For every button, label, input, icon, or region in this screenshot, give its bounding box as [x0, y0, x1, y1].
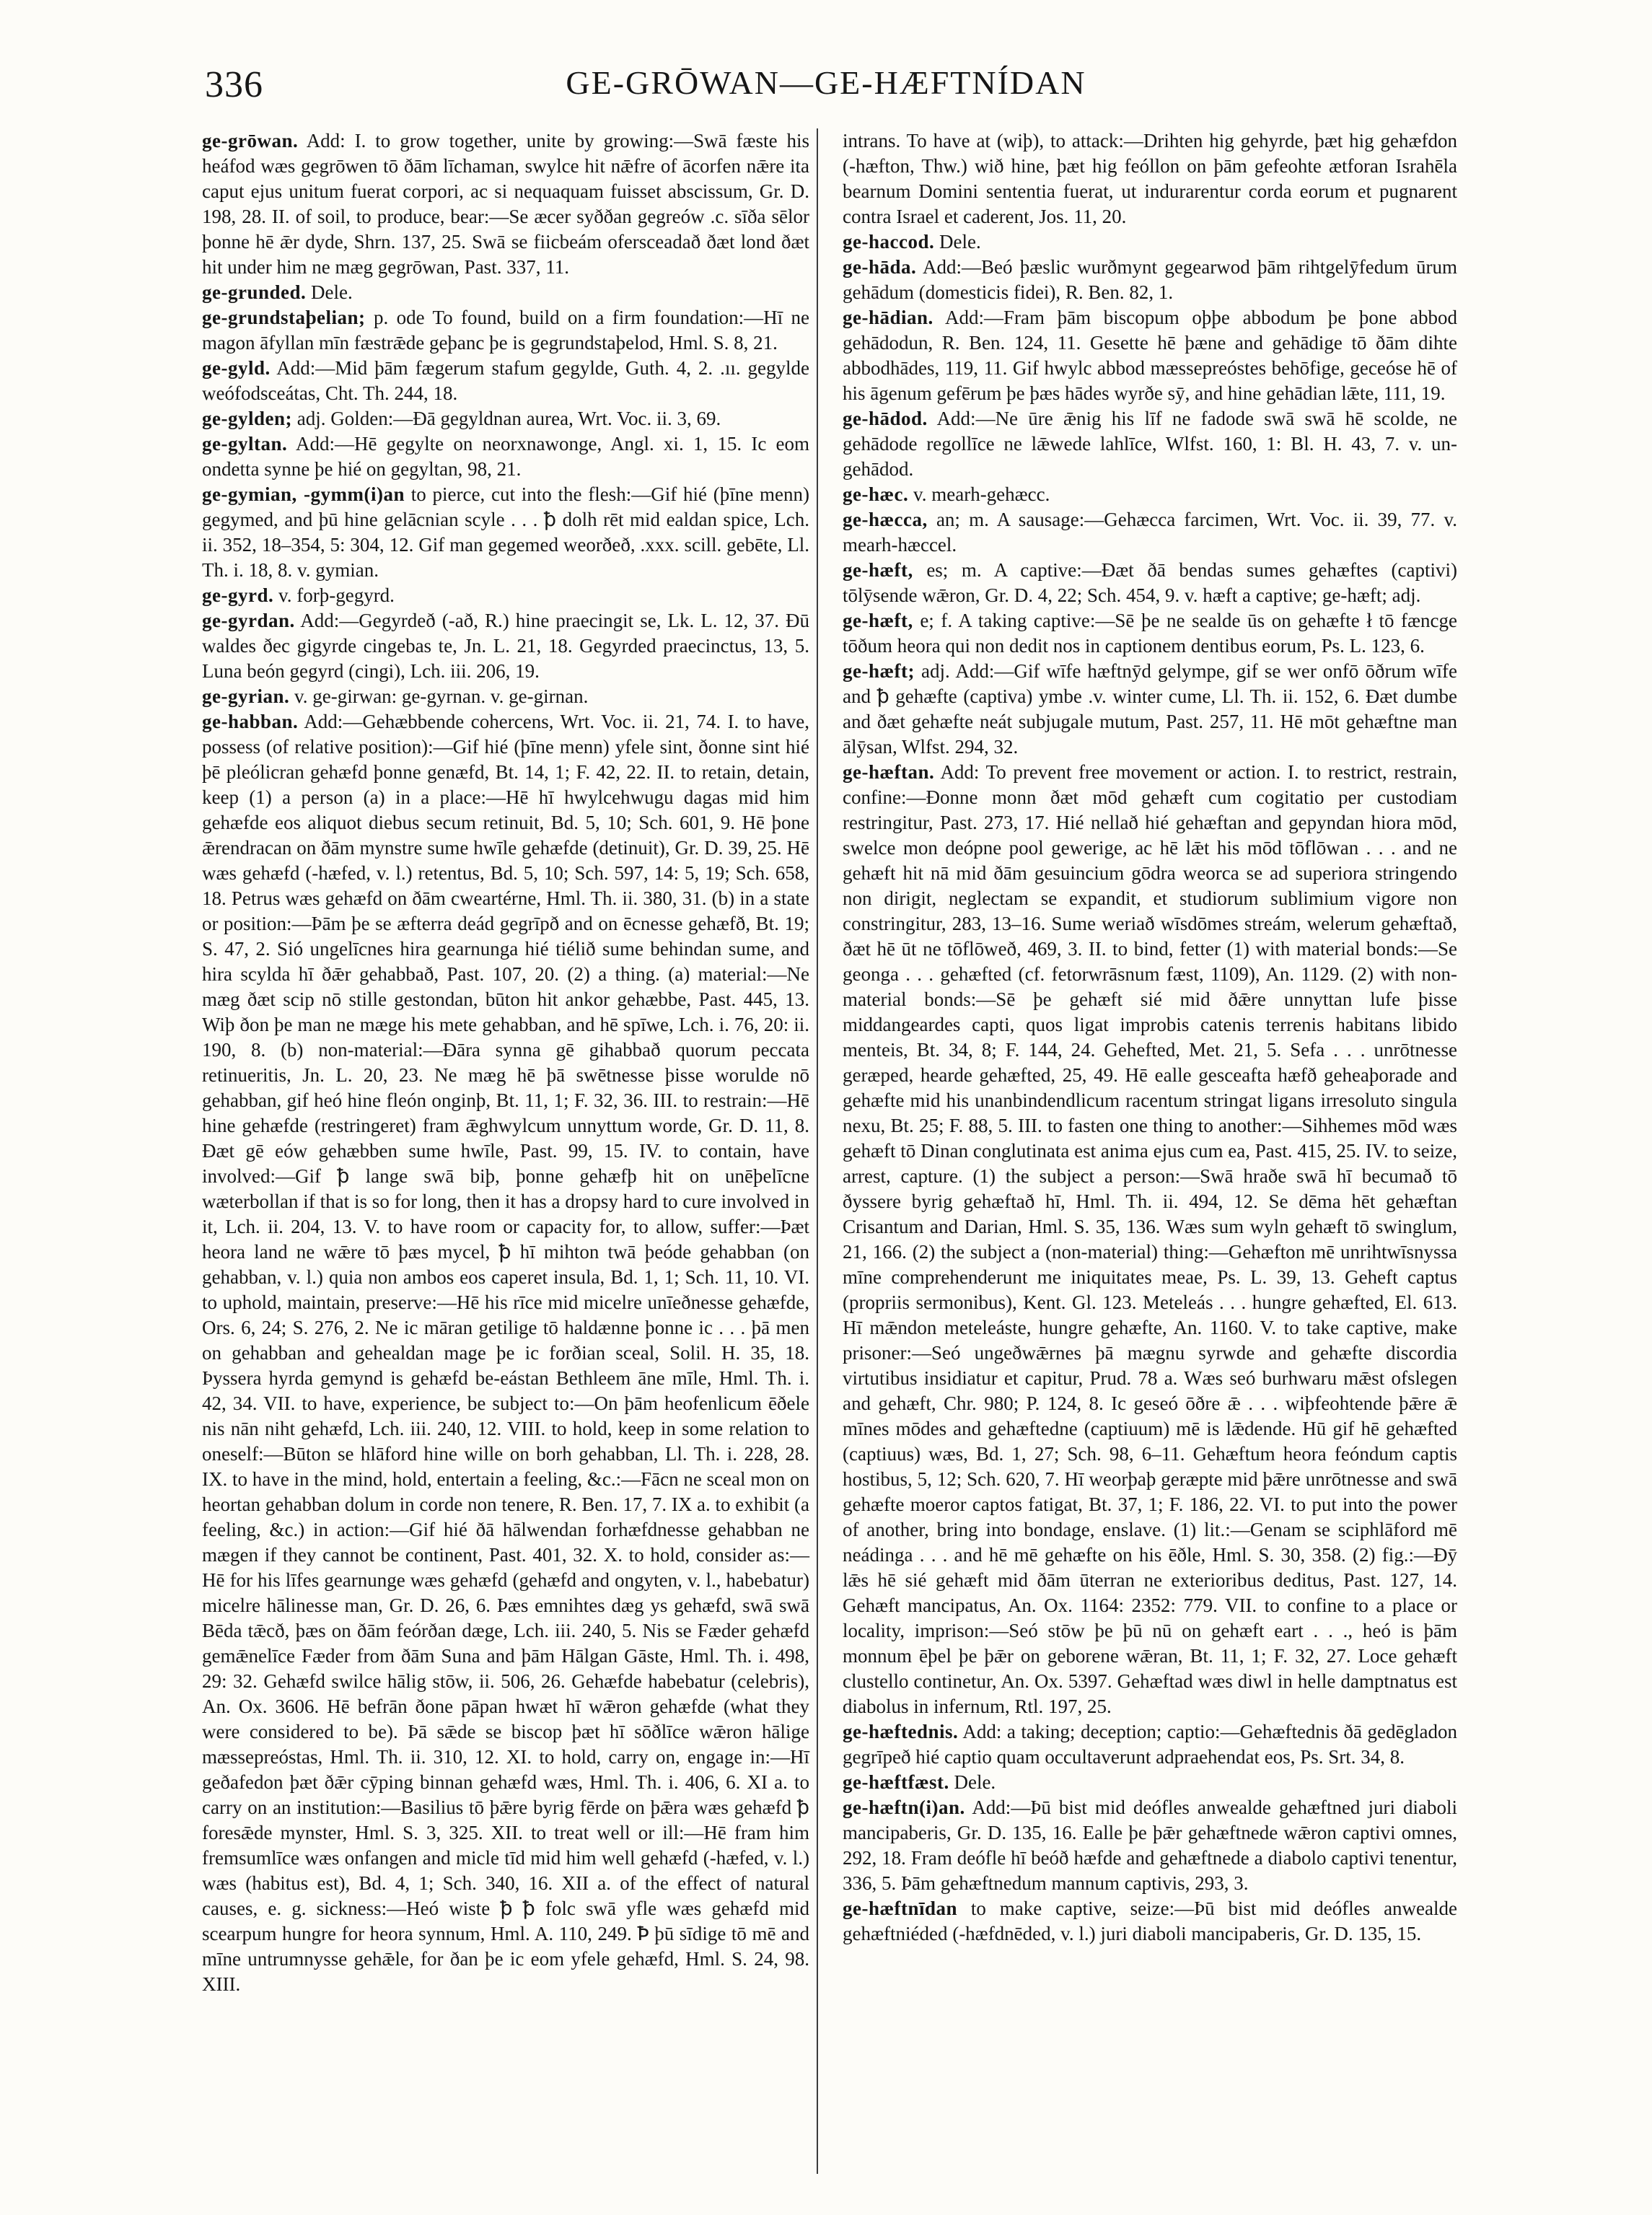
page-header — [0, 63, 1652, 114]
entry-headword: ge-hādod. — [843, 408, 928, 429]
entry-headword: ge-hæft, — [843, 559, 913, 581]
entry-definition: to pierce, cut into the flesh:—Gif hié (þīne menn) gegymed, and þū hine gelācnian scyle . . . ꝥ dolh rēt mid ealdan spice, Lch. ii. 352, 18–354, 5: 304, 12. Gif man gegemed weorðeð, .xxx. scill. gebēte, Ll. Th. i. 18, 8. v. gymian. — [202, 483, 810, 581]
entry-headword: ge-hāda. — [843, 256, 917, 278]
entry-definition: Add:—Gehæbbende cohercens, Wrt. Voc. ii. 21, 74. I. to have, possess (of relative position):—Gif hié (þīne menn) yfele sint, ðonne sint hié þē pleólicran gehæfd þonne genæfd, Bt. 14, 1; F. 42, 22. II. to retain, detain, keep (1) a person (a) in a place:—Hē hī hwylcehwugu dagas mid him gehæfde eos aliquot diebus secum retinuit, Bd. 5, 10; Sch. 601, 9. Hē þone ǣrendracan on ðām mynstre sume hwīle gehæfde (detinuit), Gr. D. 39, 25. Hē wæs gehæfd (-hæfed, v. l.) retentus, Bd. 5, 10; Sch. 597, 14: 5, 19; Sch. 658, 18. Petrus wæs gehæfd on ðām cweartérne, Hml. Th. ii. 380, 31. (b) in a state or position:—Þām þe se æfterra deád gegrīpð and on ēcnesse gehæfð, Bt. 19; S. 47, 2. Sió ungelīcnes hira gearnunga hié tiélið sume behindan sume, and hira scylda hī ðǣr gehabbað, Past. 107, 20. (2) a thing. (a) material:—Ne mæg ðæt scip nō stille gestondan, būton hit ankor gehæbbe, Past. 445, 13. Wiþ ðon þe man ne mæge his mete gehabban, and hē spīwe, Lch. i. 76, 20: ii. 190, 8. (b) non-material:—Ðāra synna gē gihabbað quorum peccata retinueritis, Jn. L. 20, 23. Ne mæg hē þā swētnesse þisse worulde nō gehabban, gif heó hine fleón onginþ, Bt. 11, 1; F. 32, 36. III. to restrain:—Hē hine gehæfde (restringeret) fram ǣghwylcum unnyttum worde, Gr. D. 11, 8. Ðæt gē eów gehæbben sume hwīle, Past. 99, 15. IV. to contain, have involved:—Gif ꝥ lange swā biþ, þonne gehæfþ hit on unēþelīcne wæterbollan if that is so for long, then it has a dropsy hard to cure involved in it, Lch. ii. 204, 13. V. to have room or capacity for, to allow, suffer:—Þæt heora land ne wǣre tō þæs mycel, ꝥ hī mihton twā þeóde gehabban (on gehabban, v. l.) quia non ambos eos caperet insula, Bd. 1, 1; Sch. 11, 10. VI. to uphold, maintain, preserve:—Hē his rīce mid micelre unīeðnesse gehæfde, Ors. 6, 24; S. 276, 2. Ne ic māran getilige tō haldænne þonne ic . . . þā men on gehabban and gehealdan mage þe ic forðian sceal, Solil. H. 35, 18. Þyssera hyrda gemynd is gehæfd be-eástan Bethleem āne mīle, Hml. Th. i. 42, 34. VII. to have, experience, be subject to:—On þām heofenlicum ēðele nis nān niht gehæfd, Lch. iii. 240, 12. VIII. to hold, keep in some relation to oneself:—Būton se hlāford hine wille on borh gehabban, Ll. Th. i. 228, 28. IX. to have in the mind, hold, entertain a feeling, &c.:—Fācn ne sceal mon on heortan gehabban dolum in corde non tenere, R. Ben. 17, 7. IX a. to exhibit (a feeling, &c.) in action:—Gif hié ðā hālwendan forhæfdnesse gehabban ne mægen if they cannot be continent, Past. 401, 32. X. to hold, consider as:—Hē for his līfes gearnunge wæs gehæfd (gehæfd and ongyten, v. l., habebatur) micelre hālinesse man, Gr. D. 26, 6. Þæs emnihtes dæg ys gehæfd, swā swā Bēda tǣcð, þæs on ðām feórðan dæge, Lch. iii. 240, 5. Nis se Fæder gehæfd gemǣnelīce Fæder from ðām Suna and þām Hālgan Gāste, Hml. Th. i. 498, 29: 32. Gehæfd swilce hālig stōw, ii. 506, 26. Gehæfde habebatur (celebris), An. Ox. 3606. Hē befrān ðone pāpan hwæt hī wǣron gehæfde (what they were considered to be). Þā sǣde se biscop þæt hī sōðlīce wǣron hālige mæssepreóstas, Hml. Th. ii. 310, 12. XI. to hold, carry on, engage in:—Hī geðafedon þæt ðǣr cȳping binnan gehæfd wæs, Hml. Th. i. 406, 6. XI a. to carry on an institution:—Basilius tō þǣre byrig fērde on þǣra wæs gehæfd ꝥ foresǣde mynster, Hml. S. 3, 325. XII. to treat well or ill:—Hē fram him fremsumlīce wæs onfangen and micle tīd mid him well gehæfd (-hæfed, v. l.) wæs (habitus est), Bd. 4, 1; Sch. 340, 16. XII a. of the effect of natural causes, e. g. sickness:—Heó wiste ꝥ ꝥ folc swā yfle wæs gehæfd mid scearpum hungre for heora synnum, Hml. A. 110, 249. Ꝥ þū sīdige tō mē and mīne untrumnysse gehǣle, for ðan þe ic eom yfele gehæfd, Hml. S. 24, 98. XIII. — [202, 711, 810, 1995]
entry-headword: ge-hæftn(i)an. — [843, 1797, 965, 1818]
entry-headword: ge-haccod. — [843, 231, 935, 253]
entry-headword: ge-hæftednis. — [843, 1721, 959, 1742]
entry-definition: to make captive, seize:—Þū bist mid deófles anwealde gehæftniéded (-hæfdnēded, v. l.) juri diaboli mancipaberis, Gr. D. 135, 15. — [843, 1898, 1457, 1944]
entry-definition: e; f. A taking captive:—Sē þe ne sealde ūs on gehæfte ł tō fæncge tōðum heora qui non dedit nos in captionem dentibus eorum, Ps. L. 123, 6. — [843, 610, 1457, 657]
dictionary-entry — [843, 1770, 1457, 1795]
entry-definition: Add:—Gegyrdeð (-að, R.) hine praecingit se, Lk. L. 12, 37. Ðū waldes ðec gigyrde cingebas te, Jn. L. 21, 18. Gegyrded praecinctus, 13, 5. Luna beón gegyrd (cingi), Lch. iii. 206, 19. — [202, 610, 809, 682]
dictionary-entry — [843, 406, 1457, 482]
dictionary-entry — [843, 255, 1457, 305]
entry-headword: ge-gyrian. — [202, 685, 290, 707]
entry-definition: Add: I. to grow together, unite by growing:—Swā fæste his heáfod wæs gegrōwen tō ðām līchaman, swylce hit nǣfre of ācorfen nǣre ita caput ejus unitum fuerat corpori, ac si nequaquam fuisset abscissum, Gr. D. 198, 28. II. of soil, to produce, bear:—Se æcer syððan gegreów .c. sīða sēlor þonne hē ǣr dyde, Shrn. 137, 25. Swā se fiicbeám ofersceadað ðæt lond ðæt hit under him ne mæg gegrōwan, Past. 337, 11. — [202, 130, 809, 278]
dictionary-entry — [202, 482, 809, 583]
entry-headword: ge-grunded. — [202, 281, 307, 303]
entry-headword: ge-hæc. — [843, 483, 909, 505]
dictionary-entry — [843, 659, 1457, 760]
left-column — [202, 128, 818, 2174]
dictionary-entry — [202, 431, 809, 482]
entry-definition: Dele. — [954, 1771, 996, 1793]
right-column — [843, 128, 1457, 2174]
running-title: GE-GRŌWAN—GE-HÆFTNÍDAN — [566, 64, 1086, 101]
entry-definition: Add:—Fram þām biscopum oþþe abbodum þe þone abbod gehādodun, R. Ben. 124, 11. Gesette hē þæne and gehādige tō ðām dihte abbodhādes, 119, 11. Gif hwylc abbod mæssepreóstes behōfige, geceóse hē of his āgenum gefērum þe þæs hādes wyrðe sȳ, and hine gehādian lǣte, 111, 19. — [843, 307, 1457, 404]
entry-headword: ge-hæft, — [843, 610, 913, 631]
entry-definition: Add: a taking; deception; captio:—Gehæftednis ðā gedēgladon gegrīpeð hié captio quam occultaverunt adpraehendat eos, Ps. Srt. 34, 8. — [843, 1721, 1457, 1768]
dictionary-entry — [843, 482, 1457, 507]
entry-definition: Add:—Hē gegylte on neorxnawonge, Angl. xi. 1, 15. Ic eom ondetta synne þe hié on gegyltan, 98, 21. — [202, 433, 809, 480]
entry-definition: es; m. A captive:—Ðæt ðā bendas sumes gehæftes (captivi) tōlȳsende wǣron, Gr. D. 4, 22; Sch. 454, 9. v. hæft a captive; ge-hæft; adj. — [843, 559, 1457, 606]
dictionary-entry — [843, 558, 1457, 608]
entry-definition: an; m. A sausage:—Gehæcca farcimen, Wrt. Voc. ii. 39, 77. v. mearh-hæccel. — [843, 509, 1457, 556]
dictionary-entry — [202, 280, 809, 305]
dictionary-entry — [202, 128, 809, 280]
entry-headword: ge-hādian. — [843, 307, 933, 328]
entry-headword: ge-gyrdan. — [202, 610, 295, 631]
entry-headword: ge-gyrd. — [202, 584, 274, 606]
entry-headword: ge-gyltan. — [202, 433, 288, 455]
dictionary-entry — [202, 684, 809, 709]
entry-definition: p. ode To found, build on a firm foundation:—Hī ne magon āfyllan mīn fæstrǣde geþanc þe is gegrundstaþelod, Hml. S. 8, 21. — [202, 307, 810, 354]
dictionary-entry — [843, 229, 1457, 255]
dictionary-entry — [202, 583, 809, 608]
entry-definition: Add:—Ne ūre ǣnig his līf ne fadode swā swā hē scolde, ne gehādode regollīce ne lǣwede lahlīce, Wlfst. 160, 1: Bl. H. 43, 7. v. un-gehādod. — [843, 408, 1457, 480]
entry-headword: ge-hæft; — [843, 660, 915, 682]
dictionary-entry — [202, 406, 809, 431]
entry-definition: v. ge-girwan: ge-gyrnan. v. ge-girnan. — [294, 685, 589, 707]
entry-headword: ge-hæftfæst. — [843, 1771, 949, 1793]
dictionary-entry — [843, 1719, 1457, 1770]
entry-definition: adj. Add:—Gif wīfe hæftnȳd gelympe, gif se wer onfō ōðrum wīfe and ꝥ gehæfte (captiva) ymbe .v. winter cume, Ll. Th. ii. 152, 6. Ðæt dumbe and ðæt gehæfte neát subjugale mutum, Past. 257, 11. Hē mōt gehæftne man ālȳsan, Wlfst. 294, 32. — [843, 660, 1457, 758]
dictionary-entry — [202, 709, 809, 1997]
entry-headword: ge-grundstaþelian; — [202, 307, 366, 328]
entry-definition: adj. Golden:—Ðā gegyldnan aurea, Wrt. Voc. ii. 3, 69. — [296, 408, 721, 429]
dictionary-entry — [843, 128, 1457, 229]
dictionary-entry — [202, 305, 809, 356]
entry-definition: Dele. — [939, 231, 981, 253]
dictionary-entry — [843, 1896, 1457, 1947]
entry-definition: Add:—Þū bist mid deófles anwealde gehæftned juri diaboli mancipaberis, Gr. D. 135, 16. Ealle þe þǣr gehæftnede wǣron captivi omnes, 292, 18. Fram deófle hī beóð hæfde and gehæftnede a diabolo captivi tenentur, 336, 5. Þām gehæftnedum mannum captivis, 293, 3. — [843, 1797, 1457, 1894]
entry-definition: v. forþ-gegyrd. — [278, 584, 395, 606]
entry-headword: ge-gyld. — [202, 357, 271, 379]
entry-headword: ge-hæftnīdan — [843, 1898, 958, 1919]
entry-definition: Add:—Mid þām fægerum stafum gegylde, Guth. 4, 2. .ıı. gegylde weófodsceátas, Cht. Th. 244, 18. — [202, 357, 809, 404]
page-number: 336 — [205, 64, 263, 105]
entry-definition: v. mearh-gehæcc. — [913, 483, 1050, 505]
dictionary-entry — [202, 608, 809, 684]
entry-headword: ge-habban. — [202, 711, 299, 732]
entry-definition: intrans. To have at (wiþ), to attack:—Drihten hig gehyrde, þæt hig gehæfdon (-hæfton, Thw.) wið hine, þæt hig feóllon on þām gefeohte ætforan Israhēla bearnum Domini sententia fuerat, ut indurarentur corda eorum et pugnarent contra Israel et caderent, Jos. 11, 20. — [843, 130, 1457, 227]
dictionary-entry — [202, 356, 809, 406]
entry-headword: ge-grōwan. — [202, 130, 299, 152]
entry-headword: ge-hæcca, — [843, 509, 928, 530]
dictionary-entry — [843, 507, 1457, 558]
entry-definition: Add:—Beó þæslic wurðmynt gegearwod þām rihtgelȳfedum ūrum gehādum (domesticis fidei), R. Ben. 82, 1. — [843, 256, 1457, 303]
entry-definition: Dele. — [311, 281, 353, 303]
dictionary-entry — [843, 608, 1457, 659]
entry-headword: ge-hæftan. — [843, 761, 935, 783]
entry-headword: ge-gymian, -gymm(i)an — [202, 483, 405, 505]
dictionary-entry — [843, 305, 1457, 406]
text-columns — [202, 128, 1457, 2174]
entry-definition: Add: To prevent free movement or action. I. to restrict, restrain, confine:—Ðonne monn ðæt mōd gehæft cum cogitatio per custodiam restringitur, Past. 273, 17. Hié nellað hié gehæftan and gepyndan hiora mōd, swelce mon deópne pool gewerige, ac hē lǣt his mōd tōflōwan . . . and ne gehæft hit nā mid ðām gesuincium gōdra weorca se ad superiora stringendo non dirigit, neglectam se expandit, et studiorum sublimium vigore non constringitur, 283, 13–16. Sume weriað wīsdōmes streám, welerum gehæftað, ðæt hē ūt ne tōflōweð, 469, 3. II. to bind, fetter (1) with material bonds:—Se geonga . . . gehæfted (cf. fetorwrāsnum fæst, 1109), An. 1129. (2) with non-material bonds:—Sē þe gehæft sié mid ðǣre unnyttan lufe þisse middangeardes capti, quos ligat improbis catenis terrenis habitans libido menteis, Bt. 34, 8; F. 144, 24. Gehefted, Met. 21, 5. Sefa . . . unrōtnesse geræped, hearde gehæfted, 25, 49. Hē ealle gesceafta hæfð geheaþorade and gehæfte mid his unanbindendlicum racentum stringat ligans irresoluto singula nexu, Bt. 25; F. 88, 5. III. to fasten one thing to another:—Sihhemes mōd wæs gehæft tō Dinan conglutinata est anima ejus cum ea, Past. 415, 25. IV. to seize, arrest, capture. (1) the subject a person:—Swā hraðe swā hī becumað tō ðyssere byrig gehæftað hī, Hml. Th. ii. 494, 12. Se dēma hēt gehæftan Crisantum and Darian, Hml. S. 35, 136. Wæs sum wyln gehæft tō swinglum, 21, 166. (2) the subject a (non-material) thing:—Gehæfton mē unrihtwīsnyssa mīne comprehenderunt me iniquitates meae, Ps. L. 39, 13. Geheft captus (propriis sermonibus), Kent. Gl. 123. Meteleás . . . hungre gehæfted, El. 613. Hī mǣndon meteleáste, hungre gehæfte, An. 1160. V. to take captive, make prisoner:—Seó ungeðwǣrnes þā mægnu syrwde and gehæfte discordia virtutibus insidiatur et capitur, Prud. 78 a. Wæs seó burhwaru mǣst ofslegen and gehæft, Chr. 980; P. 124, 8. Ic geseó ōðre ǣ . . . wiþfeohtende þǣre ǣ mīnes mōdes and gehæftedne (captiuum) mē is lǣdende. Hū gif hē gehæfted (captiuus) wæs, Bd. 1, 27; Sch. 98, 6–11. Gehæftum heora feóndum captis hostibus, 5, 12; Sch. 620, 7. Hī weorþaþ geræpte mid þǣre unrōtnesse and swā gehæfte moeror captos fatigat, Bt. 37, 1; F. 186, 22. VI. to put into the power of another, bring into bondage, enslave. (1) lit.:—Genam se sciphlāford mē neádinga . . . and hē mē gehæfte on his ēðle, Hml. S. 30, 358. (2) fig.:—Ðȳ lǣs hē sié gehæft mid ðām ūterran ne exterioribus deditus, Past. 127, 14. Gehæft mancipatus, An. Ox. 1164: 2352: 779. VII. to confine to a place or locality, imprison:—Seó stōw þe þū nū on gehæft eart . . ., heó is þām monnum ēþel þe þǣr on geborene wǣran, Bt. 11, 1; F. 32, 27. Loce gehæft clustello continetur, An. Ox. 5397. Gehæftad wæs diwl in helle damptnatus est diabolus in infernum, Rtl. 197, 25. — [843, 761, 1457, 1717]
dictionary-entry — [843, 1795, 1457, 1896]
entry-headword: ge-gylden; — [202, 408, 292, 429]
dictionary-entry — [843, 760, 1457, 1719]
